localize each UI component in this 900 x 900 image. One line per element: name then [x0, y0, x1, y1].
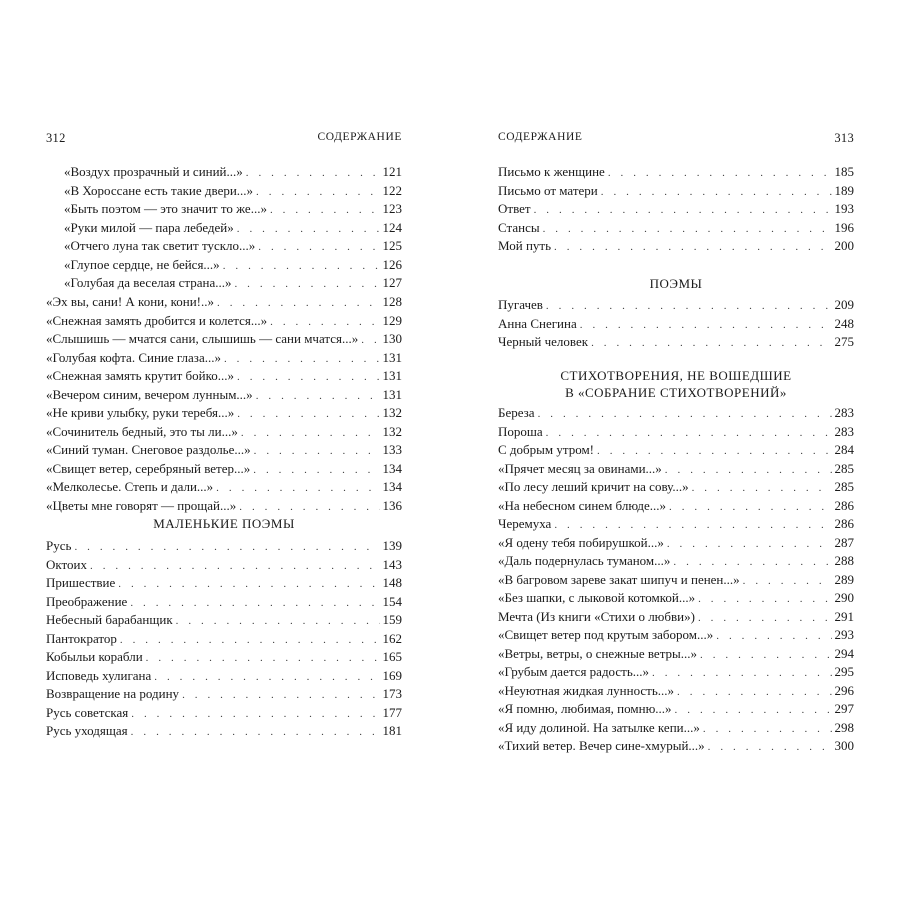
- dot-leader: [223, 257, 380, 276]
- toc-entry-page: 286: [834, 516, 854, 531]
- toc-entry-page: 129: [382, 312, 402, 328]
- section-heading-line2: В «СОБРАНИЕ СТИХОТВОРЕНИЙ»: [565, 385, 787, 400]
- dot-leader: [241, 424, 380, 443]
- dot-leader: [120, 631, 380, 650]
- toc-entry-title: Кобыльи корабли: [46, 649, 143, 664]
- page-number: 312: [46, 131, 66, 145]
- dot-leader: [237, 220, 380, 239]
- toc-entry-title: Пугачев: [498, 297, 543, 312]
- toc-entry-page: 297: [834, 701, 854, 716]
- dot-leader: [239, 498, 379, 517]
- toc-entry-title: «Я одену тебя побирушкой...»: [498, 534, 664, 550]
- toc-entry: [46, 274, 402, 293]
- dot-leader: [90, 557, 380, 576]
- dot-leader: [669, 498, 831, 517]
- toc-entry-title: «Прячет месяц за овинами...»: [498, 460, 662, 476]
- toc-entry: [46, 611, 402, 630]
- toc-entry-title: «Я помню, любимая, помню...»: [498, 701, 672, 716]
- dot-leader: [258, 238, 379, 257]
- toc-entry: [498, 700, 854, 719]
- toc-entry: [46, 293, 402, 312]
- toc-entry: [498, 219, 854, 238]
- toc-entry-page: 283: [834, 423, 854, 439]
- toc-entry: [498, 534, 854, 553]
- toc-entry: [46, 537, 402, 556]
- dot-leader: [591, 334, 831, 353]
- toc-entry: [498, 608, 854, 627]
- toc-entry: [498, 552, 854, 571]
- dot-leader: [253, 461, 379, 480]
- toc-entry-page: 132: [382, 405, 402, 420]
- toc-entry-title: «Сочинитель бедный, это ты ли...»: [46, 423, 238, 439]
- toc-entry-title: Исповедь хулигана: [46, 667, 152, 683]
- dot-leader: [216, 479, 379, 498]
- left-page: [46, 0, 402, 900]
- toc-entry: [46, 441, 402, 460]
- toc-entry: [46, 237, 402, 256]
- dot-leader: [361, 331, 379, 350]
- toc-entry: [46, 648, 402, 667]
- toc-list: [46, 293, 402, 515]
- toc-entry-title: Пантократор: [46, 630, 117, 646]
- toc-entry-page: 209: [834, 297, 854, 312]
- dot-leader: [597, 442, 831, 461]
- toc-entry: [46, 386, 402, 405]
- dot-leader: [554, 238, 831, 257]
- dot-leader: [692, 479, 832, 498]
- toc-entry: [498, 423, 854, 442]
- dot-leader: [270, 201, 380, 220]
- toc-entry: [46, 556, 402, 575]
- toc-entry-title: «В Хороссане есть такие двери...»: [64, 182, 254, 198]
- toc-entry-page: 293: [834, 627, 854, 642]
- toc-entry-title: Пороша: [498, 423, 543, 439]
- toc-entry-title: С добрым утром!: [498, 442, 595, 457]
- running-title: СОДЕРЖАНИЕ: [317, 131, 402, 143]
- toc-entry-title: «Эх вы, сани! А кони, кони!..»: [46, 294, 215, 309]
- dot-leader: [543, 220, 832, 239]
- dot-leader: [546, 424, 832, 443]
- toc-entry-page: 125: [382, 238, 402, 253]
- toc-entry-title: Русь уходящая: [46, 723, 128, 738]
- toc-entry: [498, 237, 854, 256]
- toc-entry-page: 162: [382, 630, 402, 646]
- toc-entry-page: 123: [382, 201, 402, 216]
- toc-entry-page: 143: [382, 556, 402, 572]
- toc-entry: [46, 219, 402, 238]
- toc-list: [498, 163, 854, 256]
- toc-entry-title: «Руки милой — пара лебедей»: [64, 219, 234, 235]
- toc-entry-title: Небесный барабанщик: [46, 612, 173, 627]
- toc-entry: [46, 256, 402, 275]
- toc-entry-page: 288: [834, 553, 854, 568]
- dot-leader: [675, 701, 832, 720]
- toc-entry-page: 196: [834, 219, 854, 235]
- toc-entry-title: Береза: [498, 405, 535, 420]
- toc-entry-page: 130: [382, 331, 402, 346]
- toc-entry: [46, 630, 402, 649]
- toc-entry: [46, 667, 402, 686]
- dot-leader: [131, 705, 379, 724]
- dot-leader: [698, 609, 832, 628]
- toc-entry-title: Преображение: [46, 593, 128, 609]
- toc-entry: [498, 404, 854, 423]
- toc-entry-title: «Ветры, ветры, о снежные ветры...»: [498, 645, 698, 661]
- toc-entry-title: «Голубая да веселая страна...»: [64, 275, 232, 290]
- toc-entry: [46, 685, 402, 704]
- right-page: [498, 0, 854, 900]
- dot-leader: [254, 442, 380, 461]
- toc-entry-page: 133: [382, 442, 402, 457]
- toc-entry: [498, 626, 854, 645]
- dot-leader: [131, 723, 380, 742]
- dot-leader: [256, 387, 380, 406]
- dot-leader: [601, 183, 832, 202]
- toc-entry-page: 126: [382, 256, 402, 272]
- section-heading: [498, 367, 854, 401]
- section-heading: ПОЭМЫ: [649, 276, 703, 291]
- toc-entry-title: «Глупое сердце, не бейся...»: [64, 256, 220, 272]
- toc-entry: [46, 404, 402, 423]
- toc-entry-page: 177: [382, 704, 402, 720]
- toc-entry-page: 121: [382, 164, 402, 179]
- dot-leader: [700, 646, 831, 665]
- running-header: [498, 131, 854, 151]
- toc-entry-page: 200: [834, 238, 854, 253]
- running-title: СОДЕРЖАНИЕ: [498, 131, 583, 143]
- toc-list-uncollected: [498, 404, 854, 756]
- toc-entry-page: 290: [834, 590, 854, 605]
- toc-entry: [46, 367, 402, 386]
- dot-leader: [673, 553, 831, 572]
- toc-entry: [498, 333, 854, 352]
- section-heading-line1: СТИХОТВОРЕНИЯ, НЕ ВОШЕДШИЕ: [560, 368, 792, 383]
- dot-leader: [234, 275, 379, 294]
- toc-entry-page: 185: [834, 164, 854, 179]
- page-number: 313: [834, 131, 854, 145]
- toc-entry-title: «Тихий ветер. Вечер сине-хмурый...»: [498, 738, 705, 753]
- dot-leader: [743, 572, 832, 591]
- toc-entry-page: 131: [382, 368, 402, 383]
- toc-entry: [498, 182, 854, 201]
- toc-entry-page: 131: [382, 386, 402, 402]
- toc-entry: [46, 478, 402, 497]
- toc-entry-title: Анна Снегина: [498, 315, 577, 331]
- toc-list-indented: [46, 163, 402, 293]
- toc-entry-title: «Я иду долиной. На затылке кепи...»: [498, 719, 700, 735]
- toc-entry: [498, 663, 854, 682]
- toc-entry-title: «Неуютная жидкая лунность...»: [498, 682, 675, 698]
- toc-entry-page: 287: [834, 534, 854, 550]
- toc-entry: [498, 478, 854, 497]
- toc-entry: [498, 441, 854, 460]
- toc-entry-title: «В багровом зареве закат шипуч и пенен...»: [498, 571, 740, 587]
- toc-entry-page: 159: [382, 612, 402, 627]
- toc-entry-page: 139: [382, 538, 402, 553]
- toc-entry: [46, 423, 402, 442]
- toc-entry: [46, 349, 402, 368]
- toc-entry-title: «Вечером синим, вечером лунным...»: [46, 386, 253, 402]
- dot-leader: [154, 668, 379, 687]
- toc-entry-page: 169: [382, 667, 402, 683]
- dot-leader: [538, 405, 832, 424]
- dot-leader: [246, 164, 380, 183]
- toc-entry-page: 286: [834, 497, 854, 513]
- dot-leader: [176, 612, 380, 631]
- toc-entry-title: «Грубым дается радость...»: [498, 664, 650, 679]
- dot-leader: [130, 594, 379, 613]
- toc-entry-title: Мечта (Из книги «Стихи о любви»): [498, 608, 695, 624]
- toc-entry: [498, 737, 854, 756]
- toc-entry-page: 193: [834, 201, 854, 216]
- dot-leader: [256, 183, 379, 202]
- toc-entry: [46, 312, 402, 331]
- toc-entry-page: 134: [382, 460, 402, 476]
- toc-entry: [46, 330, 402, 349]
- toc-entry: [498, 645, 854, 664]
- toc-entry-title: «Воздух прозрачный и синий...»: [64, 164, 243, 179]
- toc-entry-title: «Свищет ветер под крутым забором...»: [498, 627, 714, 642]
- toc-entry: [498, 163, 854, 182]
- toc-entry-page: 148: [382, 575, 402, 590]
- toc-entry-page: 296: [834, 682, 854, 698]
- toc-entry: [46, 460, 402, 479]
- dot-leader: [224, 350, 380, 369]
- toc-entry-title: «Слышишь — мчатся сани, слышишь — сани мчатся...»: [46, 331, 359, 346]
- toc-entry-title: «Свищет ветер, серебряный ветер...»: [46, 460, 251, 476]
- toc-entry-title: «Без шапки, с лыковой котомкой...»: [498, 590, 696, 605]
- toc-entry-page: 283: [834, 405, 854, 420]
- toc-entry: [46, 182, 402, 201]
- toc-list-poems: [498, 296, 854, 352]
- toc-entry-page: 295: [834, 664, 854, 679]
- toc-entry: [498, 200, 854, 219]
- dot-leader: [698, 590, 831, 609]
- toc-entry-page: 136: [382, 497, 402, 513]
- toc-entry-title: Октоих: [46, 556, 87, 572]
- toc-entry-page: 127: [382, 275, 402, 290]
- toc-entry-title: «Снежная замять крутит бойко...»: [46, 368, 234, 383]
- toc-entry-title: Черемуха: [498, 516, 552, 531]
- toc-entry: [498, 515, 854, 534]
- toc-entry-page: 134: [382, 479, 402, 494]
- toc-entry-title: «Быть поэтом — это значит то же...»: [64, 201, 267, 216]
- toc-entry-title: Мой путь: [498, 238, 552, 253]
- toc-entry-page: 189: [834, 182, 854, 198]
- dot-leader: [546, 297, 832, 316]
- toc-entry-page: 181: [382, 723, 402, 738]
- toc-entry-page: 173: [382, 686, 402, 701]
- toc-entry-page: 285: [834, 460, 854, 476]
- toc-entry-page: 165: [382, 649, 402, 664]
- toc-entry: [46, 497, 402, 516]
- toc-entry-title: Письмо к женщине: [498, 164, 605, 179]
- toc-entry-title: Возвращение на родину: [46, 686, 180, 701]
- dot-leader: [270, 313, 379, 332]
- toc-entry: [46, 704, 402, 723]
- toc-entry-title: Стансы: [498, 219, 540, 235]
- dot-leader: [677, 683, 831, 702]
- toc-entry-page: 294: [834, 645, 854, 661]
- toc-entry-title: Черный человек: [498, 334, 589, 349]
- toc-entry-page: 284: [834, 442, 854, 457]
- toc-entry-page: 248: [834, 315, 854, 331]
- dot-leader: [237, 405, 379, 424]
- dot-leader: [118, 575, 379, 594]
- dot-leader: [716, 627, 831, 646]
- toc-entry-title: Русь: [46, 538, 72, 553]
- toc-entry-title: «Снежная замять дробится и колется...»: [46, 312, 268, 328]
- dot-leader: [580, 316, 832, 335]
- toc-entry: [46, 722, 402, 741]
- toc-entry-page: 124: [382, 219, 402, 235]
- dot-leader: [652, 664, 831, 683]
- toc-entry-title: «Цветы мне говорят — прощай...»: [46, 497, 237, 513]
- dot-leader: [74, 538, 379, 557]
- toc-entry: [46, 593, 402, 612]
- dot-leader: [217, 294, 379, 313]
- toc-entry: [46, 163, 402, 182]
- toc-entry-title: «Не криви улыбку, руки теребя...»: [46, 405, 235, 420]
- toc-entry-title: Русь советская: [46, 704, 129, 720]
- toc-entry-page: 122: [382, 182, 402, 198]
- dot-leader: [667, 535, 832, 554]
- running-header: [46, 131, 402, 151]
- toc-entry: [498, 571, 854, 590]
- toc-entry-page: 298: [834, 719, 854, 735]
- toc-entry-title: «Отчего луна так светит тускло...»: [64, 238, 256, 253]
- toc-entry-page: 128: [382, 294, 402, 309]
- toc-entry: [498, 460, 854, 479]
- toc-entry-page: 289: [834, 571, 854, 587]
- toc-entry-title: Ответ: [498, 201, 531, 216]
- toc-entry-title: Письмо от матери: [498, 182, 598, 198]
- toc-entry: [498, 682, 854, 701]
- dot-leader: [708, 738, 832, 757]
- toc-entry: [498, 315, 854, 334]
- dot-leader: [182, 686, 379, 705]
- toc-entry-page: 131: [382, 349, 402, 365]
- toc-entry: [498, 296, 854, 315]
- toc-entry: [46, 200, 402, 219]
- dot-leader: [703, 720, 832, 739]
- toc-entry-title: «Синий туман. Снеговое раздолье...»: [46, 442, 251, 457]
- toc-entry-page: 132: [382, 423, 402, 439]
- dot-leader: [534, 201, 832, 220]
- dot-leader: [146, 649, 380, 668]
- toc-entry-page: 300: [834, 738, 854, 753]
- dot-leader: [554, 516, 831, 535]
- dot-leader: [665, 461, 832, 480]
- toc-entry-title: «Даль подернулась туманом...»: [498, 553, 671, 568]
- toc-entry-page: 154: [382, 593, 402, 609]
- toc-entry: [46, 574, 402, 593]
- toc-entry-title: «На небесном синем блюде...»: [498, 497, 667, 513]
- toc-entry-page: 275: [834, 334, 854, 349]
- toc-list-small-poems: [46, 537, 402, 741]
- toc-entry-page: 285: [834, 479, 854, 494]
- toc-entry: [498, 719, 854, 738]
- toc-entry: [498, 497, 854, 516]
- toc-entry-title: «Голубая кофта. Синие глаза...»: [46, 349, 221, 365]
- toc-entry-title: Пришествие: [46, 575, 116, 590]
- toc-entry-page: 291: [834, 608, 854, 624]
- section-heading: МАЛЕНЬКИЕ ПОЭМЫ: [153, 516, 295, 531]
- toc-entry-title: «Мелколесье. Степь и дали...»: [46, 479, 214, 494]
- dot-leader: [237, 368, 380, 387]
- toc-entry: [498, 589, 854, 608]
- dot-leader: [608, 164, 832, 183]
- toc-entry-title: «По лесу леший кричит на сову...»: [498, 479, 689, 494]
